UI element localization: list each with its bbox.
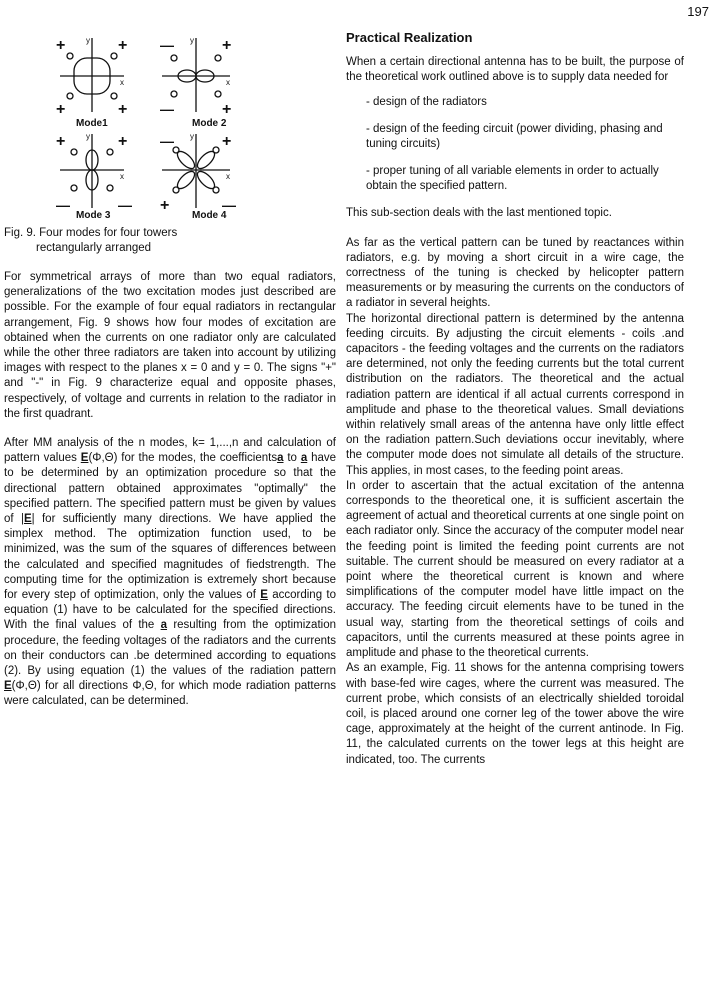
- sign-minus: —: [118, 197, 132, 213]
- sign-plus: +: [56, 37, 66, 54]
- sign-minus: —: [160, 101, 174, 117]
- subsection-note: This sub-section deals with the last mentioned topic.: [346, 207, 612, 220]
- right-paragraph-3: In order to ascertain that the actual excitation of the antenna corresponds to the theoretical one, it is sufficient ascertain the agreement of actual and theoretical currents at one single point on each radiator only. Since the accuracy of the computer model near the feeding point is limited the feeding point currents are not suitable. The current should be measured on every radiator at a point where the theoretical current is known and where simplifications of the computer model have little impact on the accuracy. The feeding circuit elements have to be tuned in the usual way, starting from the theoretical settings of coils and capacitors, until the currents measured at these points agree in amplitude and phase to the theoretical currents.: [346, 479, 684, 660]
- sign-plus: +: [118, 37, 128, 54]
- sign-plus: +: [222, 133, 232, 150]
- axis-x-label: x: [226, 78, 230, 87]
- sign-plus: +: [56, 101, 66, 118]
- axis-y-label: y: [86, 36, 90, 45]
- sign-plus: +: [56, 133, 66, 150]
- mode-1-label: Mode1: [76, 118, 108, 129]
- sign-minus: —: [56, 197, 70, 213]
- requirements-list: [366, 95, 684, 194]
- right-paragraph-4: As an example, Fig. 11 shows for the antenna comprising towers with base-fed wire cages, where the current was measured. The current probe, which consists of an electrically shielded toroidal coil, is placed around one corner leg of the tower above the wire cage, approximately at the height of the current antinode. In Fig. 11, the calculated currents on the tower legs at this height are indicated, too. The currents: [346, 662, 684, 766]
- axis-y-label: y: [190, 36, 194, 45]
- mode-2-label: Mode 2: [192, 118, 227, 129]
- section-heading: Practical Realization: [346, 30, 473, 45]
- axis-x-label: x: [120, 78, 124, 87]
- mode-1-diagram: [60, 38, 124, 112]
- caption-line-2: rectangularly arranged: [36, 242, 152, 254]
- left-paragraph-1: For symmetrical arrays of more than two equal radiators, generalizations of the two excitation modes just described are possible. For the example of four equal radiators in rectangular arrangement, Fig. 9 shows how four modes of excitation are obtained when the currents on one radiator only are calculated while the other three radiators are taken into account by utilizing images with respect to the planes x = 0 and y = 0. The signs "+" and "-" in Fig. 9 characterize equal and opposite phases, respectively, of voltage and currents in relation to the radiator in the first quadrant.: [4, 271, 336, 420]
- sign-plus: +: [222, 37, 232, 54]
- left-paragraph-2: After MM analysis of the n modes, k= 1,...,n and calculation of pattern values E(Φ,Θ) for the modes, the coefficientsa to a have to be determined by an optimization procedure so that the directional pattern obtained approximates "optimally" the specified pattern. The specified pattern must be given by values of |E| for sufficiently many directions. We have applied the simplex method. The optimization function used, to be minimized, was the sum of the squares of differences between the calculated and specified magnitudes of fiedstrength. The computing time for the optimization is extremely short because for every step of optimization, only the values of E according to equation (1) have to be calculated for the specified directions. With the final values of the a resulting from the optimization procedure, the feeding voltages of the radiators and the currents on their conductors can .be determined according to equations (2). By using equation (1) the values of the radiation pattern E(Φ,Θ) for all directions Φ,Θ, for which mode radiation patterns were calculated, can be determined.: [4, 437, 337, 708]
- mode-diagrams: [52, 28, 252, 218]
- sign-minus: —: [222, 197, 236, 213]
- figure-9: [52, 28, 384, 218]
- sign-minus: —: [160, 37, 174, 53]
- sign-plus: +: [118, 101, 128, 118]
- axis-x-label: x: [120, 172, 124, 181]
- list-item: - design of the radiators: [366, 96, 487, 109]
- list-item: - design of the feeding circuit (power dividing, phasing and tuning circuits): [366, 123, 663, 151]
- sign-plus: +: [118, 133, 128, 150]
- axis-y-label: y: [86, 132, 90, 141]
- intro-paragraph: When a certain directional antenna has to be built, the purpose of the theoretical work outlined above is to supply data needed for: [346, 56, 684, 84]
- right-column: [346, 30, 684, 768]
- figure-caption: [4, 226, 336, 256]
- axis-y-label: y: [190, 132, 194, 141]
- page-number: 197: [687, 4, 709, 19]
- list-item: - proper tuning of all variable elements in order to actually obtain the specified pattern.: [366, 165, 659, 193]
- caption-line-1: Fig. 9. Four modes for four towers: [4, 227, 178, 239]
- sign-plus: +: [222, 101, 232, 118]
- right-paragraph-1: As far as the vertical pattern can be tuned by reactances within radiators, e.g. by moving a short circuit in a wire cage, the correctness of the tuning is checked by helicopter pattern measurements or by measuring the currents on the conductors of a radiator in several heights.: [346, 236, 684, 310]
- axis-x-label: x: [226, 172, 230, 181]
- mode-4-label: Mode 4: [192, 210, 227, 218]
- sign-plus: +: [160, 197, 170, 214]
- sign-minus: —: [160, 133, 174, 149]
- mode-3-label: Mode 3: [76, 210, 111, 218]
- right-paragraph-2: The horizontal directional pattern is determined by the antenna feeding circuits. By adjusting the circuit elements - coils .and capacitors - the feeding voltages and the currents on the radiators are determined, not only the feeding currents but the total current distribution on the radiators. The theoretical and the actual radiation pattern are identical if all actual currents correspond in amplitude and phase to the theoretical values. Small deviations within relatively small areas of the antenna have only little effect on the radiation pattern.Such deviations occur inevitably, where the computer mode does not simulate all details of the structure. This applies, in most cases, to the feeding point areas.: [346, 312, 684, 477]
- left-column: [4, 28, 336, 710]
